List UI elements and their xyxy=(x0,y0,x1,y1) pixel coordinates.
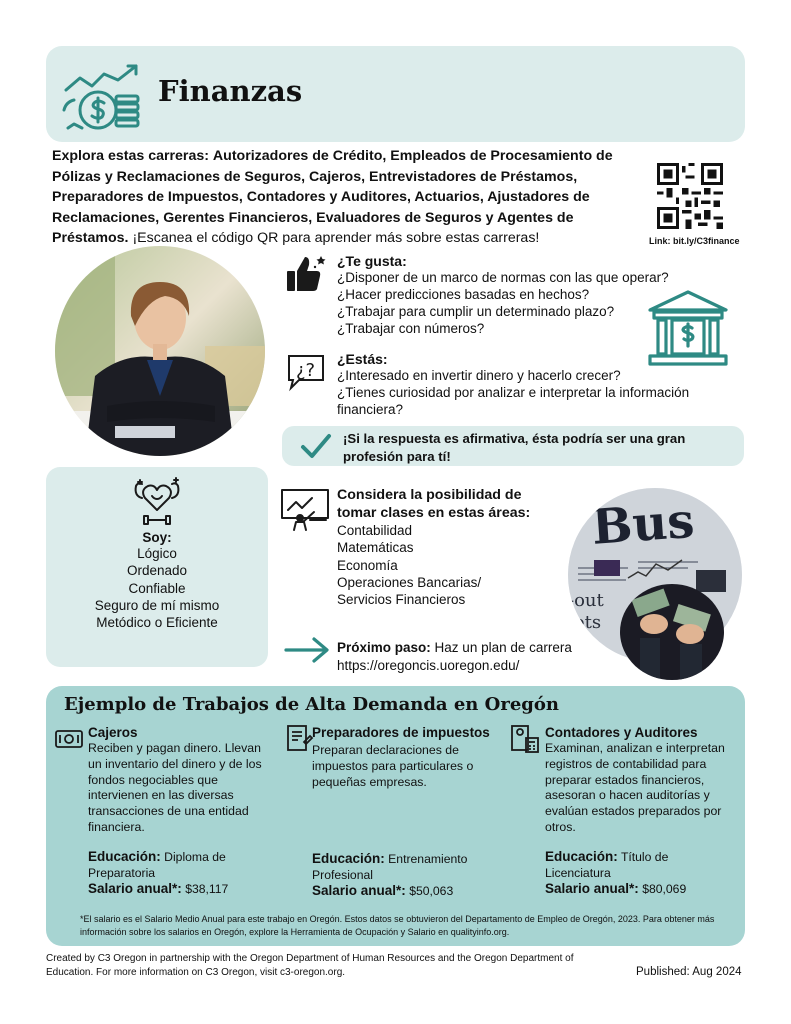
next-step-section xyxy=(337,639,657,675)
job-details xyxy=(312,851,496,898)
are-you-title: ¿Estás: xyxy=(337,351,388,367)
calculator-ledger-icon xyxy=(510,724,540,754)
career-plan-link[interactable]: https://oregoncis.uoregon.edu/ xyxy=(337,658,520,673)
classes-section xyxy=(337,486,537,608)
page-title: Finanzas xyxy=(158,74,303,108)
education-label: Educación: xyxy=(545,849,618,864)
trait-item: Lógico xyxy=(137,546,177,561)
job-title: Cajeros xyxy=(88,725,138,740)
job-card xyxy=(545,724,737,836)
strong-heart-icon xyxy=(130,476,184,528)
likes-item: ¿Trabajar con números? xyxy=(337,321,485,336)
likes-item: ¿Trabajar para cumplir un determinado plazo? xyxy=(337,304,615,319)
thumbs-up-icon xyxy=(285,253,327,293)
credit-text: Created by C3 Oregon in partnership with the Oregon Department of Human Resources and the Oregon Department of Education. For more information on C3 Oregon, visit c3-oregon.org. xyxy=(46,953,574,978)
education-value: Entrenamiento Profesional xyxy=(312,852,468,882)
salary-label: Salario anual*: xyxy=(312,883,406,898)
likes-title: ¿Te gusta: xyxy=(337,253,407,269)
job-details xyxy=(545,849,705,896)
salary-label: Salario anual*: xyxy=(88,881,182,896)
job-card xyxy=(312,724,496,790)
education-label: Educación: xyxy=(312,851,385,866)
job-description: Preparan declaraciones de impuestos para particulares o pequeñas empresas. xyxy=(312,743,474,789)
svg-text:-out: -out xyxy=(568,590,604,611)
likes-item: ¿Hacer predicciones basadas en hechos? xyxy=(337,287,590,302)
intro-careers: Autorizadores de Crédito, Empleados de Procesamiento de Pólizas y Reclamaciones de Seguros, Cajeros, Entrevistadores de Préstamos, Preparadores de Impuestos, Contadores y Auditores, Actuarios, Ajustadores de Reclamaciones, Gerentes Financieros, Evaluadores de Seguros y Agentes de Préstamos. xyxy=(52,148,613,246)
job-card xyxy=(88,724,274,836)
are-you-section xyxy=(337,351,717,418)
likes-section xyxy=(337,253,697,337)
are-you-item: ¿Interesado en invertir dinero y hacerlo crecer? xyxy=(337,368,621,383)
arrow-right-icon xyxy=(284,636,330,664)
salary-value: $38,117 xyxy=(185,882,229,896)
class-item: Contabilidad xyxy=(337,523,413,538)
traits-title: Soy: xyxy=(142,530,172,545)
job-title: Contadores y Auditores xyxy=(545,725,698,740)
checkmark-icon xyxy=(300,430,332,462)
next-step-text: Haz un plan de carrera xyxy=(434,640,572,655)
job-title: Preparadores de impuestos xyxy=(312,725,490,740)
class-item: Economía xyxy=(337,557,398,573)
likes-item: ¿Disponer de un marco de normas con las que operar? xyxy=(337,270,669,285)
header-banner xyxy=(46,46,745,142)
jobs-title: Ejemplo de Trabajos de Alta Demanda en Oregón xyxy=(64,694,559,715)
svg-text:¿?: ¿? xyxy=(296,360,316,381)
intro-cta: ¡Escanea el código QR para aprender más sobre estas carreras! xyxy=(132,230,540,246)
qr-code[interactable] xyxy=(657,163,723,229)
salary-footnote: *El salario es el Salario Medio Anual para este trabajo en Oregón. Estos datos se obtuvieron del Departamento de Empleo de Oregón, 2023. Para obtener más información sobre los salarios en Oregón, explore la Herramienta de Ocupación y Salario en qualityinfo.org. xyxy=(80,914,715,937)
job-description: Reciben y pagan dinero. Llevan un inventario del dinero y de los fondos negociables que intervienen en las diversas transacciones de una entidad financiera. xyxy=(88,741,262,834)
salary-label: Salario anual*: xyxy=(545,881,639,896)
finance-money-growth-icon xyxy=(58,60,150,138)
intro-lead: Explora estas carreras: xyxy=(52,148,209,164)
class-item: Matemáticas xyxy=(337,540,414,556)
trait-item: Metódico o Eficiente xyxy=(96,615,218,631)
next-step-label: Próximo paso: xyxy=(337,640,431,655)
education-value: Título de Licenciatura xyxy=(545,850,669,880)
professional-portrait-photo xyxy=(55,246,265,456)
intro-paragraph xyxy=(52,146,632,249)
job-description: Examinan, analizan e interpretan registros de contabilidad para preparar estados financieros, asesoran o hacen auditorías y evalúan estados preparados por otros. xyxy=(545,741,725,834)
job-details xyxy=(88,849,274,896)
class-item: Operaciones Bancarias/ xyxy=(337,574,482,590)
svg-text:Bus: Bus xyxy=(589,492,697,556)
education-value: Diploma de Preparatoria xyxy=(88,850,226,880)
salary-value: $50,063 xyxy=(409,884,454,898)
are-you-item: ¿Tienes curiosidad por analizar e interpretar la información financiera? xyxy=(337,385,690,417)
trait-item: Confiable xyxy=(128,580,186,596)
education-label: Educación: xyxy=(88,849,161,864)
answer-text: ¡Si la respuesta es afirmativa, ésta podría ser una gran profesión para tí! xyxy=(343,431,686,464)
trait-item: Ordenado xyxy=(126,563,188,579)
class-item: Servicios Financieros xyxy=(337,592,466,608)
svg-text:lots: lots xyxy=(568,612,602,633)
salary-value: $80,069 xyxy=(642,882,687,896)
qr-link-text: Link: bit.ly/C3finance xyxy=(649,236,740,246)
cash-register-icon xyxy=(54,724,84,754)
tax-document-icon xyxy=(284,724,314,754)
speech-question-icon xyxy=(285,350,327,392)
published-date: Published: Aug 2024 xyxy=(636,966,742,978)
traits-section xyxy=(46,530,268,631)
trait-item: Seguro de mí mismo xyxy=(94,597,220,613)
teacher-board-icon xyxy=(280,488,330,532)
classes-title: Considera la posibilidad de tomar clases en estas áreas: xyxy=(337,487,531,521)
